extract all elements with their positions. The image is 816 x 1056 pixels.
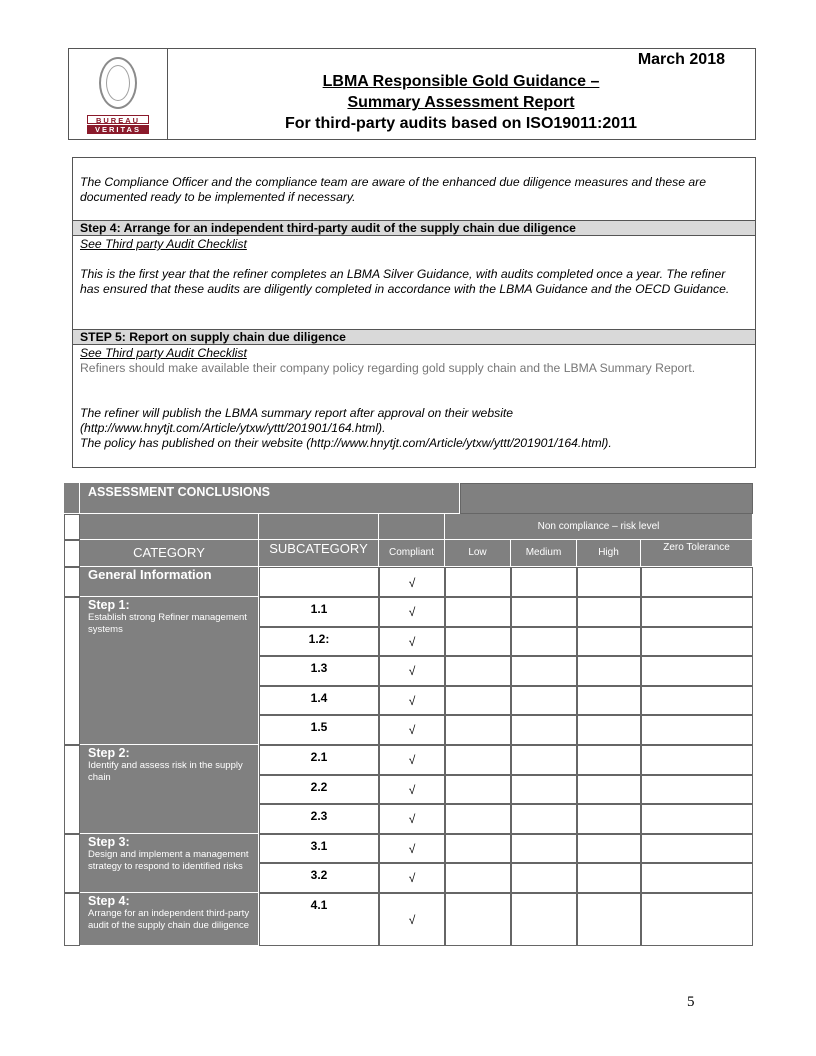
compliant-check: √: [379, 597, 445, 627]
column-medium: Medium: [511, 540, 577, 567]
risk-level-cell: [641, 804, 753, 834]
subcategory-cell: 2.1: [259, 745, 379, 775]
risk-level-cell: [445, 656, 511, 686]
step5-text-2: The policy has published on their website (http://www.hnytjt.com/Article/ytxw/yttt/201901/164.html).: [80, 436, 612, 450]
risk-level-cell: [641, 834, 753, 864]
step-category-cell: [80, 745, 259, 834]
step5-grey-text: Refiners should make available their company policy regarding gold supply chain and the LBMA Summary Report.: [80, 361, 696, 375]
step5-text-1: The refiner will publish the LBMA summary report after approval on their website (http://www.hnytjt.com/Article/ytxw/yttt/201901/164.html).: [80, 406, 514, 435]
risk-level-cell: [577, 863, 641, 893]
subcategory-cell: 1.1: [259, 597, 379, 627]
subcategory-cell: 1.2:: [259, 627, 379, 657]
risk-level-cell: [641, 715, 753, 745]
step5-heading: STEP 5: Report on supply chain due diligence: [73, 329, 755, 345]
risk-level-cell: [641, 775, 753, 805]
risk-level-cell: [445, 893, 511, 946]
step-category-cell: [80, 597, 259, 745]
risk-level-cell: [511, 686, 577, 716]
step4-text: This is the first year that the refiner completes an LBMA Silver Guidance, with audits completed once a year. The refiner has ensured that these audits are diligently completed in accordance with the LBMA Guidance and the OECD Guidance.: [80, 267, 730, 296]
intro-text: The Compliance Officer and the compliance team are aware of the enhanced due diligence measures and these are documented ready to be implemented if necessary.: [80, 175, 706, 204]
risk-level-cell: [511, 745, 577, 775]
subcategory-cell: 1.5: [259, 715, 379, 745]
subcategory-cell: 1.4: [259, 686, 379, 716]
risk-level-cell: [445, 863, 511, 893]
risk-level-cell: [511, 597, 577, 627]
compliant-check: √: [379, 804, 445, 834]
risk-level-cell: [577, 775, 641, 805]
compliant-check: √: [379, 863, 445, 893]
risk-level-cell: [445, 834, 511, 864]
logo-band-top: BUREAU: [87, 115, 149, 124]
risk-level-cell: [577, 715, 641, 745]
subcategory-cell: 3.2: [259, 863, 379, 893]
step-category-title: Step 3:: [88, 834, 130, 849]
assessment-table: [64, 483, 753, 945]
column-compliant: Compliant: [379, 540, 445, 567]
risk-level-cell: [445, 775, 511, 805]
compliant-check: √: [379, 715, 445, 745]
title-line-3: For third-party audits based on ISO19011:2011: [284, 115, 638, 132]
step-category-description: Identify and assess risk in the supply chain: [88, 760, 243, 783]
risk-level-cell: [445, 745, 511, 775]
step-category-title: Step 4:: [88, 894, 130, 908]
risk-level-cell: [511, 775, 577, 805]
logo-cell: [69, 49, 168, 139]
document-header: [68, 48, 756, 140]
risk-level-cell: [511, 893, 577, 946]
step-category-cell: [80, 834, 259, 893]
risk-level-cell: [511, 863, 577, 893]
column-category: CATEGORY: [80, 540, 259, 567]
risk-level-cell: [577, 893, 641, 946]
steps-section: [72, 157, 756, 468]
risk-level-cell: [577, 745, 641, 775]
compliant-check: √: [379, 627, 445, 657]
column-high: High: [577, 540, 641, 567]
risk-level-cell: [511, 656, 577, 686]
logo-band-bottom: VERITAS: [87, 125, 149, 134]
risk-level-cell: [577, 597, 641, 627]
subcategory-cell: 4.1: [259, 893, 379, 946]
general-info-label: General Information: [80, 567, 259, 597]
risk-level-cell: [445, 804, 511, 834]
risk-level-cell: [577, 804, 641, 834]
risk-level-cell: [641, 656, 753, 686]
risk-level-cell: [641, 863, 753, 893]
risk-level-cell: [577, 834, 641, 864]
risk-level-cell: [511, 834, 577, 864]
risk-level-cell: [641, 893, 753, 946]
step-category-description: Design and implement a management strategy to respond to identified risks: [88, 848, 249, 872]
risk-level-cell: [445, 627, 511, 657]
subcategory-cell: 1.3: [259, 656, 379, 686]
risk-level-cell: [445, 715, 511, 745]
general-info-check: √: [379, 567, 445, 597]
compliant-check: √: [379, 775, 445, 805]
column-low: Low: [445, 540, 511, 567]
risk-level-cell: [641, 686, 753, 716]
step4-heading: Step 4: Arrange for an independent third-party audit of the supply chain due diligence: [73, 220, 755, 236]
step-category-title: Step 1:: [88, 598, 130, 612]
step-category-description: Arrange for an independent third-party audit of the supply chain due diligence: [88, 908, 250, 931]
risk-level-cell: [641, 597, 753, 627]
compliant-check: √: [379, 686, 445, 716]
title-line-2: Summary Assessment Report: [347, 94, 575, 111]
step4-link[interactable]: See Third party Audit Checklist: [80, 237, 247, 251]
subcategory-cell: 2.2: [259, 775, 379, 805]
subcategory-cell: 2.3: [259, 804, 379, 834]
title-line-1: LBMA Responsible Gold Guidance –: [322, 73, 600, 90]
page-number: 5: [687, 994, 695, 1010]
risk-level-header: Non compliance – risk level: [445, 514, 753, 540]
risk-level-cell: [445, 686, 511, 716]
step-category-cell: [80, 893, 259, 946]
risk-level-cell: [511, 715, 577, 745]
compliant-check: √: [379, 656, 445, 686]
compliant-check: √: [379, 834, 445, 864]
assessment-title: ASSESSMENT CONCLUSIONS: [80, 483, 460, 514]
risk-level-cell: [577, 686, 641, 716]
seal-icon: [99, 57, 137, 109]
risk-level-cell: [641, 627, 753, 657]
step-category-description: Establish strong Refiner management systems: [88, 612, 247, 635]
risk-level-cell: [577, 656, 641, 686]
column-subcategory: SUBCATEGORY: [259, 540, 379, 567]
compliant-check: √: [379, 745, 445, 775]
risk-level-cell: [511, 627, 577, 657]
bureau-veritas-logo: [87, 55, 149, 135]
header-date: March 2018: [637, 51, 725, 68]
header-title: [167, 71, 755, 134]
risk-level-cell: [511, 804, 577, 834]
risk-level-cell: [577, 627, 641, 657]
risk-level-cell: [445, 597, 511, 627]
compliant-check: √: [379, 893, 445, 946]
step5-link[interactable]: See Third party Audit Checklist: [80, 346, 247, 360]
subcategory-cell: 3.1: [259, 834, 379, 864]
step-category-title: Step 2:: [88, 746, 130, 760]
risk-level-cell: [641, 745, 753, 775]
column-zero-tolerance: Zero Tolerance: [641, 540, 753, 567]
